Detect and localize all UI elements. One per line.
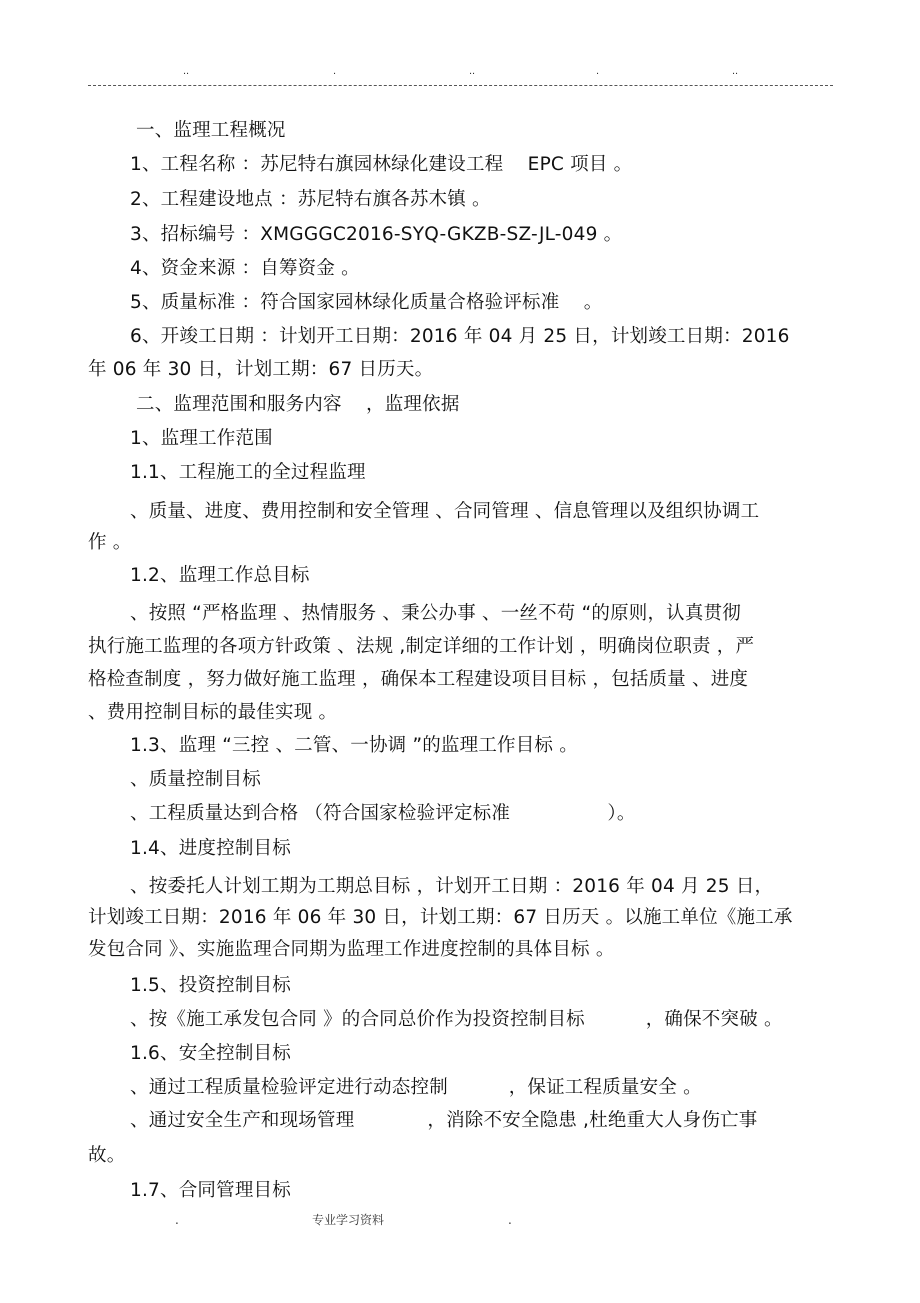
paragraph-line: 4、资金来源 ：自筹资金 。 xyxy=(130,258,360,279)
paragraph-line: 、按委托人计划工期为工期总目标 ，计划开工日期 ：2016 年 04 月 25 日， xyxy=(130,876,774,897)
paragraph-line: 3、招标编号 ：XMGGGC2016-SYQ-GKZB-SZ-JL-049 。 xyxy=(130,224,623,245)
header-dot: .. xyxy=(732,65,739,77)
paragraph-line: 故。 xyxy=(88,1145,126,1166)
paragraph-line: 执行施工监理的各项方针政策 、法规 ,制定详细的工作计划 ，明确岗位职责 ，严 xyxy=(88,636,755,657)
header-dot: .. xyxy=(469,65,476,77)
paragraph-line: 、通过安全生产和现场管理 ，消除不安全隐患 ,杜绝重大人身伤亡事 xyxy=(130,1110,758,1131)
paragraph-line: 1、监理工作范围 xyxy=(130,428,273,449)
header-dot: .. xyxy=(183,65,190,77)
paragraph-line: 6、开竣工日期 ：计划开工日期：2016 年 04 月 25 日，计划竣工日期：2016 xyxy=(130,326,790,347)
paragraph-line: 、工程质量达到合格 （符合国家检验评定标准 ）。 xyxy=(130,803,636,824)
paragraph-line: 1.2、监理工作总目标 xyxy=(130,565,310,586)
paragraph-line: 1.5、投资控制目标 xyxy=(130,975,291,996)
paragraph-line: 计划竣工日期：2016 年 06 年 30 日，计划工期：67 日历天 。以施工单位《施工承 xyxy=(88,907,793,928)
paragraph-line: 1、工程名称 ：苏尼特右旗园林绿化建设工程 EPC 项目 。 xyxy=(130,154,633,175)
paragraph-line: 年 06 年 30 日，计划工期：67 日历天。 xyxy=(88,359,434,380)
paragraph-line: 、按照 “严格监理 、热情服务 、秉公办事 、一丝不苟 “的原则，认真贯彻 xyxy=(130,603,741,624)
header-rule xyxy=(88,85,833,86)
footer-text: 专业学习资料 xyxy=(312,1213,385,1227)
footer-dot: . xyxy=(508,1213,512,1227)
paragraph-line: 1.3、监理 “三控 、二管、一协调 ”的监理工作目标 。 xyxy=(130,735,578,756)
paragraph-line: 格检查制度 ，努力做好施工监理 ，确保本工程建设项目目标 ，包括质量 、进度 xyxy=(88,669,749,690)
paragraph-line: 1.1、工程施工的全过程监理 xyxy=(130,462,366,483)
section-heading: 二、监理范围和服务内容 ，监理依据 xyxy=(136,394,460,415)
paragraph-line: 1.7、合同管理目标 xyxy=(130,1180,291,1201)
paragraph-line: 1.6、安全控制目标 xyxy=(130,1043,291,1064)
paragraph-line: 、质量控制目标 xyxy=(130,769,261,790)
paragraph-line: 5、质量标准 ：符合国家园林绿化质量合格验评标准 。 xyxy=(130,292,603,313)
header-dot: . xyxy=(596,65,600,77)
paragraph-line: 、费用控制目标的最佳实现 。 xyxy=(88,702,338,723)
paragraph-line: 1.4、进度控制目标 xyxy=(130,838,291,859)
paragraph-line: 、按《施工承发包合同 》的合同总价作为投资控制目标 ，确保不突破 。 xyxy=(130,1009,783,1030)
section-heading: 一、监理工程概况 xyxy=(136,120,286,141)
header-dot: . xyxy=(333,65,337,77)
paragraph-line: 、通过工程质量检验评定进行动态控制 ，保证工程质量安全 。 xyxy=(130,1077,702,1098)
footer-dot: . xyxy=(175,1213,179,1227)
paragraph-line: 作 。 xyxy=(88,532,132,553)
paragraph-line: 、质量、进度、费用控制和安全管理 、合同管理 、信息管理以及组织协调工 xyxy=(130,501,760,522)
paragraph-line: 发包合同 》、实施监理合同期为监理工作进度控制的具体目标 。 xyxy=(88,939,615,960)
paragraph-line: 2、工程建设地点 ：苏尼特右旗各苏木镇 。 xyxy=(130,189,491,210)
